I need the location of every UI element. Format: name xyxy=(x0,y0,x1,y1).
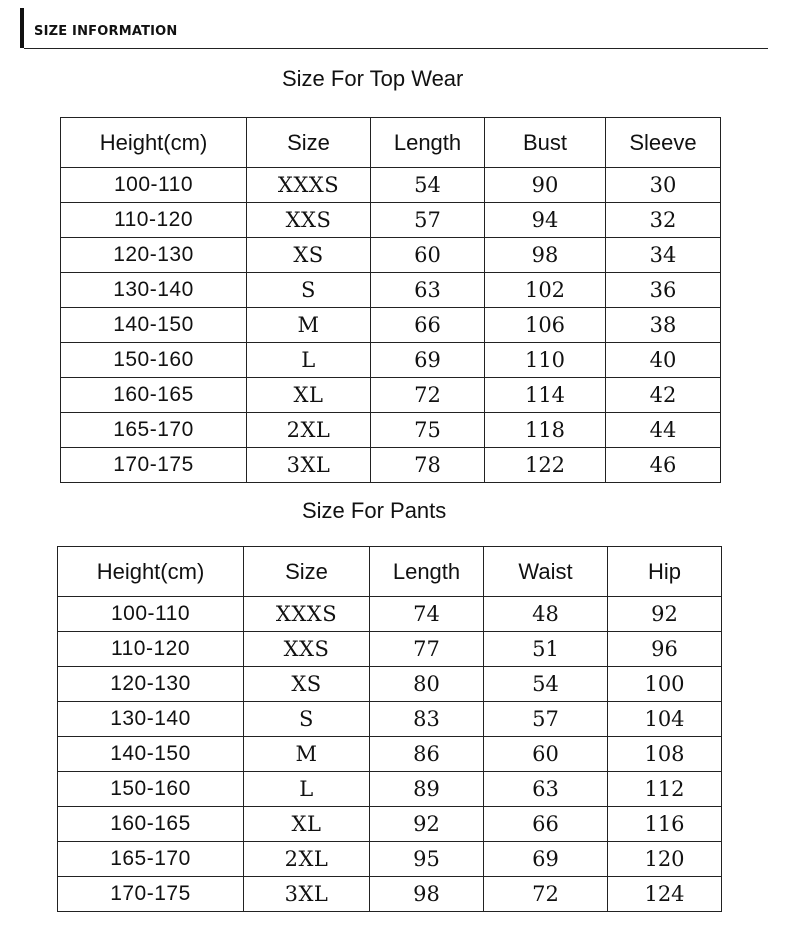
height-cell: 150-160 xyxy=(61,343,247,378)
length-cell: 86 xyxy=(370,737,484,772)
table-row xyxy=(61,378,721,413)
height-cell: 110-120 xyxy=(58,632,244,667)
column-header-waist: Waist xyxy=(484,547,608,597)
measure-cell: 96 xyxy=(608,632,722,667)
column-header-size: Size xyxy=(244,547,370,597)
length-cell: 60 xyxy=(371,238,485,273)
measure-cell: 40 xyxy=(606,343,721,378)
measure-cell: 38 xyxy=(606,308,721,343)
length-cell: 78 xyxy=(371,448,485,483)
size-cell: M xyxy=(244,737,370,772)
top-wear-size-table xyxy=(60,117,721,483)
pants-size-table xyxy=(57,546,722,912)
size-cell: 2XL xyxy=(247,413,371,448)
height-cell: 140-150 xyxy=(61,308,247,343)
table-row xyxy=(58,632,722,667)
column-header-height: Height(cm) xyxy=(58,547,244,597)
measure-cell: 118 xyxy=(485,413,606,448)
size-cell: S xyxy=(244,702,370,737)
measure-cell: 66 xyxy=(484,807,608,842)
header-divider xyxy=(24,48,768,49)
measure-cell: 114 xyxy=(485,378,606,413)
length-cell: 80 xyxy=(370,667,484,702)
measure-cell: 42 xyxy=(606,378,721,413)
height-cell: 140-150 xyxy=(58,737,244,772)
size-cell: XXS xyxy=(244,632,370,667)
measure-cell: 104 xyxy=(608,702,722,737)
length-cell: 95 xyxy=(370,842,484,877)
height-cell: 100-110 xyxy=(58,597,244,632)
measure-cell: 72 xyxy=(484,877,608,912)
length-cell: 92 xyxy=(370,807,484,842)
measure-cell: 57 xyxy=(484,702,608,737)
table-row xyxy=(61,343,721,378)
length-cell: 69 xyxy=(371,343,485,378)
length-cell: 57 xyxy=(371,203,485,238)
table-row xyxy=(61,413,721,448)
column-header-length: Length xyxy=(371,118,485,168)
height-cell: 170-175 xyxy=(58,877,244,912)
measure-cell: 34 xyxy=(606,238,721,273)
size-cell: XL xyxy=(247,378,371,413)
measure-cell: 48 xyxy=(484,597,608,632)
size-cell: 3XL xyxy=(244,877,370,912)
height-cell: 150-160 xyxy=(58,772,244,807)
measure-cell: 108 xyxy=(608,737,722,772)
table-row xyxy=(58,737,722,772)
length-cell: 89 xyxy=(370,772,484,807)
height-cell: 110-120 xyxy=(61,203,247,238)
measure-cell: 110 xyxy=(485,343,606,378)
column-header-size: Size xyxy=(247,118,371,168)
table-header-row xyxy=(58,547,722,597)
measure-cell: 51 xyxy=(484,632,608,667)
measure-cell: 60 xyxy=(484,737,608,772)
table-row xyxy=(58,772,722,807)
height-cell: 130-140 xyxy=(61,273,247,308)
size-cell: 3XL xyxy=(247,448,371,483)
table-row xyxy=(61,203,721,238)
height-cell: 120-130 xyxy=(61,238,247,273)
measure-cell: 124 xyxy=(608,877,722,912)
length-cell: 83 xyxy=(370,702,484,737)
column-header-height: Height(cm) xyxy=(61,118,247,168)
size-cell: XXXS xyxy=(244,597,370,632)
table-row xyxy=(61,448,721,483)
measure-cell: 32 xyxy=(606,203,721,238)
table-row xyxy=(58,877,722,912)
height-cell: 160-165 xyxy=(58,807,244,842)
length-cell: 54 xyxy=(371,168,485,203)
column-header-hip: Hip xyxy=(608,547,722,597)
pants-title: Size For Pants xyxy=(302,498,447,523)
header-accent-bar xyxy=(20,8,24,48)
measure-cell: 102 xyxy=(485,273,606,308)
column-header-bust: Bust xyxy=(485,118,606,168)
height-cell: 160-165 xyxy=(61,378,247,413)
table-header-row xyxy=(61,118,721,168)
height-cell: 165-170 xyxy=(58,842,244,877)
length-cell: 98 xyxy=(370,877,484,912)
measure-cell: 98 xyxy=(485,238,606,273)
size-cell: XL xyxy=(244,807,370,842)
measure-cell: 116 xyxy=(608,807,722,842)
measure-cell: 120 xyxy=(608,842,722,877)
height-cell: 100-110 xyxy=(61,168,247,203)
size-cell: L xyxy=(247,343,371,378)
length-cell: 75 xyxy=(371,413,485,448)
size-cell: S xyxy=(247,273,371,308)
measure-cell: 122 xyxy=(485,448,606,483)
measure-cell: 106 xyxy=(485,308,606,343)
table-row xyxy=(58,702,722,737)
page-title: SIZE INFORMATION xyxy=(34,24,178,39)
size-cell: XXS xyxy=(247,203,371,238)
size-cell: 2XL xyxy=(244,842,370,877)
table-row xyxy=(58,842,722,877)
length-cell: 63 xyxy=(371,273,485,308)
size-cell: L xyxy=(244,772,370,807)
length-cell: 74 xyxy=(370,597,484,632)
measure-cell: 92 xyxy=(608,597,722,632)
height-cell: 165-170 xyxy=(61,413,247,448)
length-cell: 77 xyxy=(370,632,484,667)
length-cell: 66 xyxy=(371,308,485,343)
length-cell: 72 xyxy=(371,378,485,413)
measure-cell: 54 xyxy=(484,667,608,702)
measure-cell: 63 xyxy=(484,772,608,807)
measure-cell: 36 xyxy=(606,273,721,308)
table-row xyxy=(58,807,722,842)
table-row xyxy=(61,168,721,203)
measure-cell: 46 xyxy=(606,448,721,483)
measure-cell: 30 xyxy=(606,168,721,203)
column-header-length: Length xyxy=(370,547,484,597)
measure-cell: 100 xyxy=(608,667,722,702)
table-row xyxy=(61,238,721,273)
column-header-sleeve: Sleeve xyxy=(606,118,721,168)
size-cell: XS xyxy=(247,238,371,273)
table-row xyxy=(61,273,721,308)
measure-cell: 44 xyxy=(606,413,721,448)
size-cell: XS xyxy=(244,667,370,702)
height-cell: 130-140 xyxy=(58,702,244,737)
measure-cell: 90 xyxy=(485,168,606,203)
table-row xyxy=(61,308,721,343)
height-cell: 170-175 xyxy=(61,448,247,483)
size-cell: M xyxy=(247,308,371,343)
measure-cell: 69 xyxy=(484,842,608,877)
table-row xyxy=(58,667,722,702)
top-wear-title: Size For Top Wear xyxy=(282,66,464,91)
table-row xyxy=(58,597,722,632)
measure-cell: 112 xyxy=(608,772,722,807)
measure-cell: 94 xyxy=(485,203,606,238)
height-cell: 120-130 xyxy=(58,667,244,702)
size-cell: XXXS xyxy=(247,168,371,203)
